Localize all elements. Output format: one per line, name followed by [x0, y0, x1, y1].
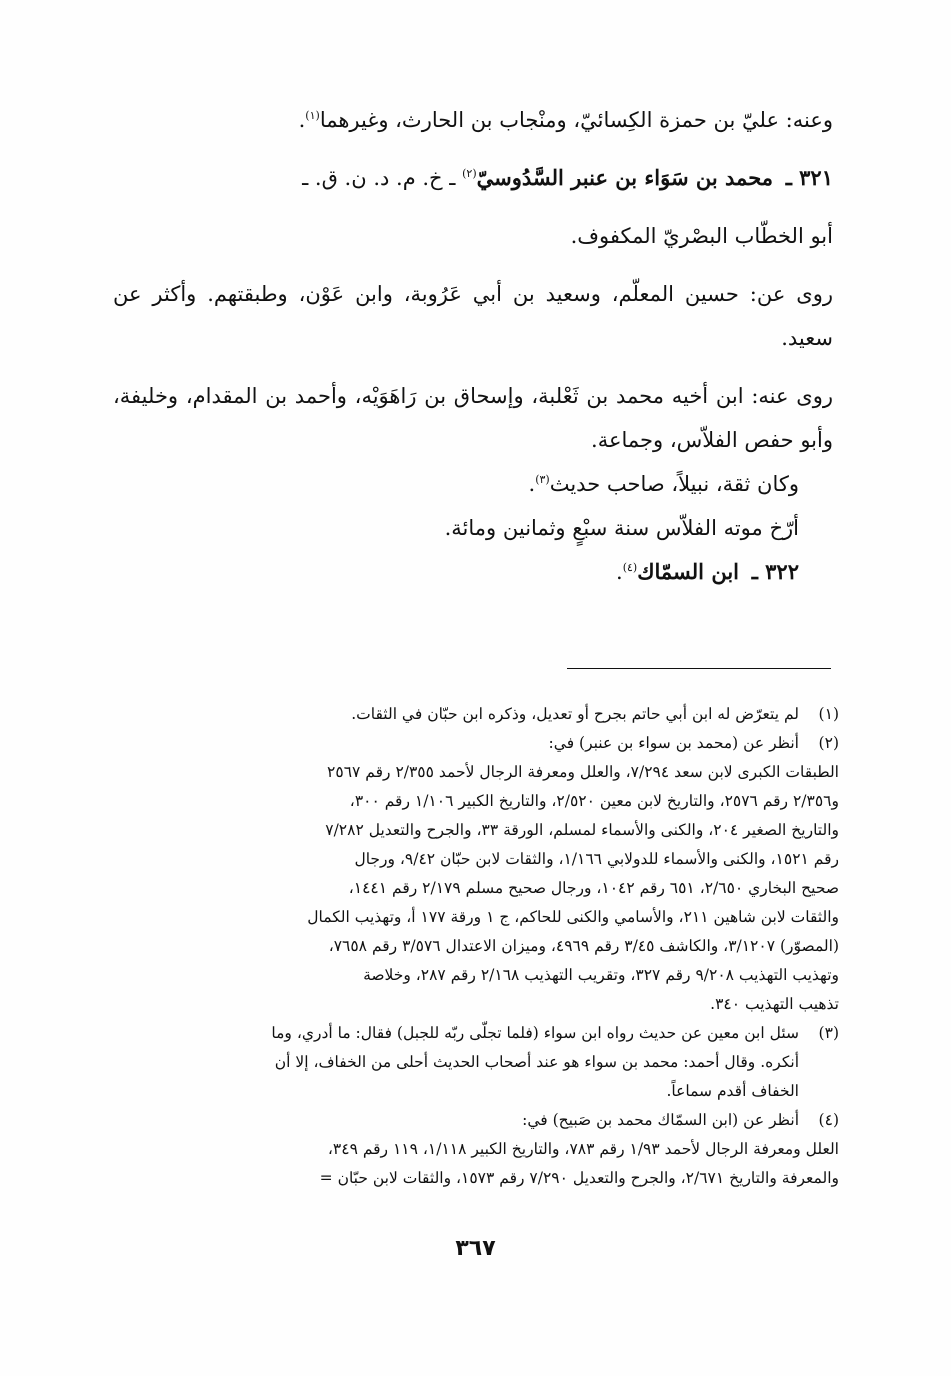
paragraph-narrated-from: روى عن: حسين المعلّم، وسعيد بن أبي عَرُوبة، وابن عَوْن، وطبقتهم. وأكثر عن سعيد. — [113, 282, 833, 350]
footnotes — [111, 700, 839, 1193]
footnote-ref[interactable]: (١) — [305, 109, 320, 122]
footnote-line: والتاريخ الصغير ٢٠٤، والكنى والأسماء لمسلم، الورقة ٣٣، والجرح والتعديل ٧/٢٨٢ — [325, 821, 839, 839]
footnote-line: و٢/٣٥٦ رقم ٢٥٧٦، والتاريخ لابن معين ٢/٥٢٠، والتاريخ الكبير ١/١٠٦ رقم ٣٠٠، — [349, 792, 839, 810]
footnote-4 — [111, 1106, 839, 1135]
paragraph-death-date: أرّخ موته الفلاّس سنة سبْعٍ وثمانين ومائة. — [444, 516, 799, 540]
footnote-line: لم يتعرّض له ابن أبي حاتم بجرح أو تعديل، وذكره ابن حبّان في الثقات. — [351, 705, 799, 723]
footnote-line: الخفاف أقدم سماعاً. — [666, 1082, 799, 1100]
punctuation: . — [298, 108, 306, 132]
paragraph-text: وكان ثقة، نبيلاً، صاحب حديث — [549, 472, 799, 496]
entry-number: ٣٢٢ ـ — [751, 559, 799, 584]
footnote-line: سئل ابن معين عن حديث رواه ابن سواء (فلما تجلّى ربّه للجبل) فقال: ما أدري، وما — [271, 1024, 799, 1042]
footnote-line: العلل ومعرفة الرجال لأحمد ١/٩٣ رقم ٧٨٣، والتاريخ الكبير ١/١١٨، ١١٩ رقم ٣٤٩، — [327, 1140, 839, 1158]
footnote-1 — [111, 700, 839, 729]
footnote-4-sources — [111, 1135, 839, 1193]
entry-321-heading — [113, 156, 833, 200]
footnote-2-sources — [111, 758, 839, 1019]
page-number: ٣٦٧ — [455, 1236, 496, 1261]
footnote-number: (٤) — [818, 1111, 839, 1129]
footnote-number: (٣) — [818, 1024, 839, 1042]
main-text — [113, 98, 833, 594]
footnote-line: رقم ١٥٢١، والكنى والأسماء للدولابي ١/١٦٦، والثقات لابن حبّان ٩/٤٢، ورجال — [354, 850, 839, 868]
footnote-number: (١) — [818, 705, 839, 723]
entry-name: محمد بن سَوَاء بن عنبر السَّدُوسيّ — [476, 165, 773, 190]
paragraph-narrators-from — [113, 98, 833, 142]
entry-number: ٣٢١ ـ — [785, 165, 833, 190]
footnote-line: الطبقات الكبرى لابن سعد ٧/٢٩٤، والعلل ومعرفة الرجال لأحمد ٢/٣٥٥ رقم ٢٥٦٧ — [327, 763, 839, 781]
footnote-line: والثقات لابن شاهين ٢١١، والأسامي والكنى للحاكم، ج ١ ورقة ١٧٧ أ، وتهذيب الكمال — [307, 908, 839, 926]
paragraph-text: وعنه: عليّ بن حمزة الكِسائيّ، ومنْجاب بن الحارث، وغيرهما — [319, 108, 833, 132]
footnote-separator — [567, 668, 831, 669]
footnote-3 — [111, 1019, 839, 1106]
footnote-line: والمعرفة والتاريخ ٢/٦٧١، والجرح والتعديل ٧/٢٩٠ رقم ١٥٧٣، والثقات لابن حبّان = — [319, 1169, 839, 1187]
entry-322-heading — [113, 550, 833, 594]
punctuation: . — [528, 472, 536, 496]
footnote-line: أنظر عن (ابن السمّاك محمد بن صَبيح) في: — [522, 1111, 799, 1129]
punctuation: . — [616, 560, 623, 584]
footnote-number: (٢) — [818, 734, 839, 752]
paragraph-narrated-by: روى عنه: ابن أخيه محمد بن ثَعْلبة، وإسحاق بن رَاهَوَيْه، وأحمد بن المقدام، وخليفة، وأبو حفص الفلاّس، وجماعة. — [113, 384, 833, 452]
footnote-line: صحيح البخاري ٢/٦٥٠، ٦٥١ رقم ١٠٤٢، ورجال صحيح مسلم ٢/١٧٩ رقم ١٤٤١، — [348, 879, 839, 897]
footnote-ref[interactable]: (٤) — [622, 561, 638, 574]
entry-name: ابن السمّاك — [637, 559, 739, 584]
footnote-line: (المصوّر) ٣/١٢٠٧، والكاشف ٣/٤٥ رقم ٤٩٦٩، وميزان الاعتدال ٣/٥٧٦ رقم ٧٦٥٨، — [328, 937, 839, 955]
footnote-line: تذهيب التهذيب ٣٤٠. — [710, 995, 839, 1013]
footnote-2 — [111, 729, 839, 758]
footnote-line: أنكره. وقال أحمد: محمد بن سواء هو عند أصحاب الحديث أحلى من الخفاف، إلا أن — [274, 1053, 799, 1071]
paragraph-kunya: أبو الخطّاب البصْريّ المكفوف. — [570, 224, 833, 248]
footnote-ref[interactable]: (٢) — [462, 167, 477, 180]
footnote-line: أنظر عن (محمد بن سواء بن عنبر) في: — [548, 734, 799, 752]
footnote-line: وتهذيب التهذيب ٩/٢٠٨ رقم ٣٢٧، وتقريب التهذيب ٢/١٦٨ رقم ٢٨٧، وخلاصة — [363, 966, 839, 984]
footnote-ref[interactable]: (٣) — [535, 473, 550, 486]
entry-codes: ـ خ. م. د. ن. ق. ـ — [302, 166, 456, 190]
paragraph-reliability — [113, 462, 833, 506]
